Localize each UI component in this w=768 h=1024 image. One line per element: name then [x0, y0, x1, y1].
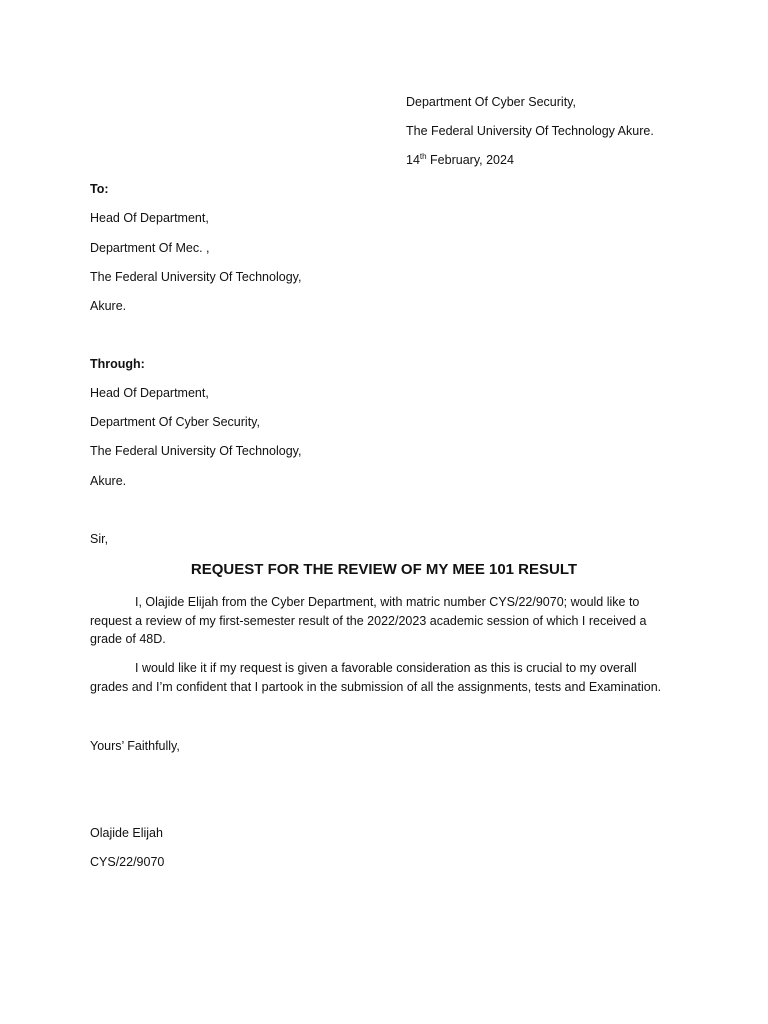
date-rest: February, 2024	[426, 153, 514, 167]
letter-date	[406, 152, 514, 170]
body-paragraph-2: I would like it if my request is given a favorable consideration as this is crucial to my overall grades and I’m confident that I partook in the submission of all the assignments, tests and Examination.	[90, 661, 662, 694]
to-line-4: Akure.	[90, 299, 127, 313]
through-label: Through:	[90, 357, 145, 371]
sender-university: The Federal University Of Technology Akure.	[406, 124, 654, 138]
through-line-2: Department Of Cyber Security,	[90, 415, 260, 429]
body-paragraph-1: I, Olajide Elijah from the Cyber Department, with matric number CYS/22/9070; would like to request a review of my first-semester result of the 2022/2023 academic session of which I received a grade of 48D.	[90, 595, 647, 646]
to-line-3: The Federal University Of Technology,	[90, 270, 302, 284]
through-line-3: The Federal University Of Technology,	[90, 444, 302, 458]
signature-name: Olajide Elijah	[90, 826, 163, 840]
date-day: 14	[406, 153, 420, 167]
letter-title: REQUEST FOR THE REVIEW OF MY MEE 101 RESULT	[190, 561, 578, 578]
sender-department: Department Of Cyber Security,	[406, 95, 576, 109]
to-label: To:	[90, 182, 109, 196]
salutation: Sir,	[90, 532, 109, 546]
date-suffix: th	[419, 152, 427, 161]
closing: Yours’ Faithfully,	[90, 739, 180, 753]
to-line-2: Department Of Mec. ,	[90, 241, 210, 255]
to-line-1: Head Of Department,	[90, 211, 209, 225]
signature-matric: CYS/22/9070	[90, 855, 165, 869]
through-line-4: Akure.	[90, 474, 127, 488]
through-line-1: Head Of Department,	[90, 386, 209, 400]
